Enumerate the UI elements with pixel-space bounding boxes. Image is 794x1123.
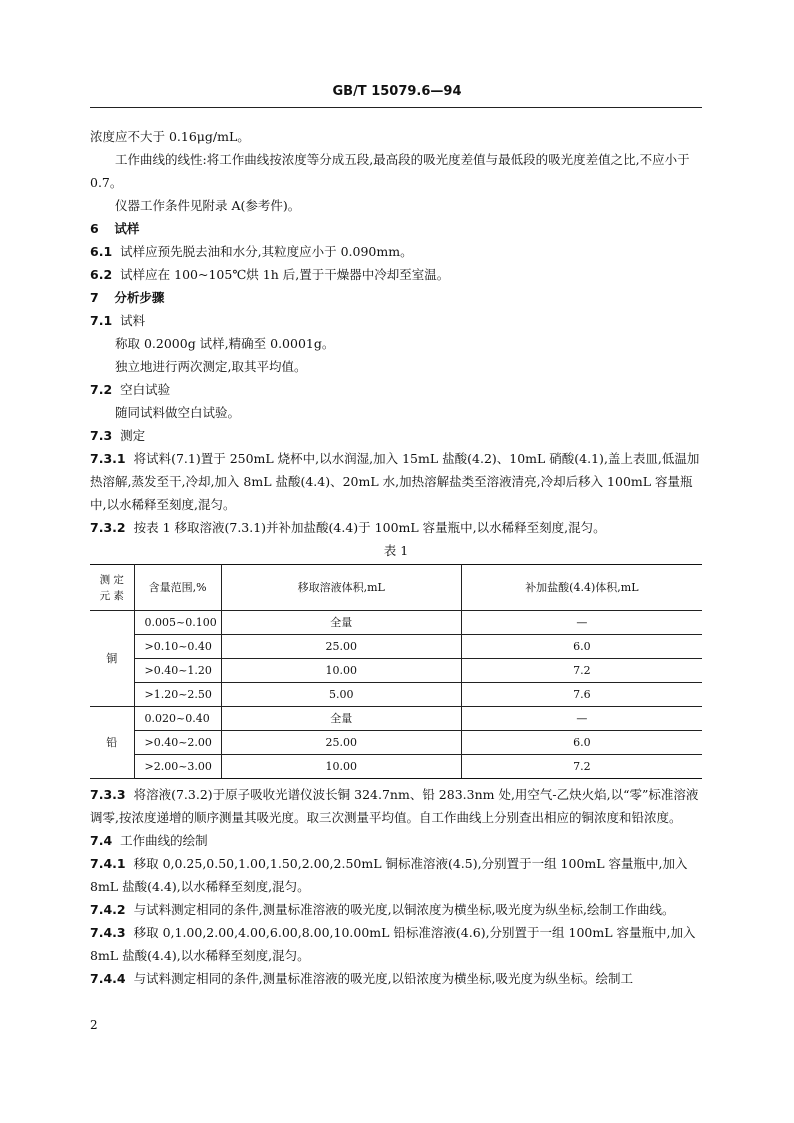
cell-volume: 25.00 (221, 635, 461, 659)
section-6-heading: 6 试样 (90, 221, 140, 236)
cell-range: 0.005~0.100 (134, 611, 221, 635)
table-row (90, 635, 702, 659)
table-row (90, 755, 702, 779)
cell-acid: 6.0 (461, 731, 702, 755)
cell-range: >2.00~3.00 (134, 755, 221, 779)
clause-7-3-3: 7.3.3 将溶液(7.3.2)于原子吸收光谱仪波长铜 324.7nm、铅 283.3nm 处,用空气-乙炔火焰,以“零”标准溶液调零,按浓度递增的顺序测量其吸光度。取三次测量平均值。自工作曲线上分别查出相应的铜浓度和铅浓度。 (90, 787, 699, 825)
cell-acid: 6.0 (461, 635, 702, 659)
cell-acid: — (461, 611, 702, 635)
paragraph-linearity: 工作曲线的线性:将工作曲线按浓度等分成五段,最高段的吸光度差值与最低段的吸光度差值之比,不应小于 0.7。 (90, 152, 690, 190)
cell-acid: 7.6 (461, 683, 702, 707)
dilution-table (90, 564, 702, 779)
clause-7-3: 7.3 测定 (90, 428, 146, 443)
cell-volume: 10.00 (221, 659, 461, 683)
clause-7-4-4: 7.4.4 与试料测定相同的条件,测量标准溶液的吸光度,以铅浓度为横坐标,吸光度为纵坐标。绘制工 (90, 971, 634, 986)
cell-acid: 7.2 (461, 755, 702, 779)
header-element: 测 定 元 素 (90, 565, 134, 611)
clause-7-4-2: 7.4.2 与试料测定相同的条件,测量标准溶液的吸光度,以铜浓度为横坐标,吸光度为纵坐标,绘制工作曲线。 (90, 902, 675, 917)
standard-number-header: GB/T 15079.6—94 (332, 84, 462, 99)
header-rule (90, 107, 702, 108)
page-number: 2 (90, 1018, 98, 1032)
cell-acid: 7.2 (461, 659, 702, 683)
header-volume: 移取溶液体积,mL (221, 565, 461, 611)
cell-range: >1.20~2.50 (134, 683, 221, 707)
header-acid: 补加盐酸(4.4)体积,mL (461, 565, 702, 611)
clause-7-2-line-1: 随同试料做空白试验。 (115, 405, 241, 420)
cell-volume: 10.00 (221, 755, 461, 779)
cell-volume: 5.00 (221, 683, 461, 707)
clause-6-2: 6.2 试样应在 100~105℃烘 1h 后,置于干燥器中冷却至室温。 (90, 267, 450, 282)
clause-7-1-line-1: 称取 0.2000g 试样,精确至 0.0001g。 (115, 336, 335, 351)
clause-7-1-line-2: 独立地进行两次测定,取其平均值。 (115, 359, 307, 374)
table-row (90, 659, 702, 683)
section-7-heading: 7 分析步骤 (90, 290, 165, 305)
table-caption: 表 1 (383, 543, 409, 558)
paragraph-concentration: 浓度应不大于 0.16μg/mL。 (90, 129, 250, 144)
clause-7-4-1: 7.4.1 移取 0,0.25,0.50,1.00,1.50,2.00,2.50mL 铜标准溶液(4.5),分别置于一组 100mL 容量瓶中,加入 8mL 盐酸(4.4),以水稀释至刻度,混匀。 (90, 856, 688, 894)
clause-7-4-3: 7.4.3 移取 0,1.00,2.00,4.00,6.00,8.00,10.00mL 铅标准溶液(4.6),分别置于一组 100mL 容量瓶中,加入 8mL 盐酸(4.4),以水稀释至刻度,混匀。 (90, 925, 696, 963)
cell-volume: 全量 (221, 707, 461, 731)
cell-range: >0.40~2.00 (134, 731, 221, 755)
clause-7-1: 7.1 试料 (90, 313, 146, 328)
cell-range: >0.10~0.40 (134, 635, 221, 659)
cell-volume: 25.00 (221, 731, 461, 755)
table-row (90, 731, 702, 755)
clause-7-3-1: 7.3.1 将试料(7.1)置于 250mL 烧杯中,以水润湿,加入 15mL 盐酸(4.2)、10mL 硝酸(4.1),盖上表皿,低温加热溶解,蒸发至干,冷却,加入 8mL 盐酸(4.4)、20mL 水,加热溶解盐类至溶液清亮,冷却后移入 100mL 容量瓶中,以水稀释至刻度,混匀。 (90, 451, 700, 512)
cell-volume: 全量 (221, 611, 461, 635)
element-copper: 铜 (90, 611, 134, 707)
clause-7-3-2: 7.3.2 按表 1 移取溶液(7.3.1)并补加盐酸(4.4)于 100mL 容量瓶中,以水稀释至刻度,混匀。 (90, 520, 606, 535)
document-body (90, 125, 702, 990)
clause-7-4: 7.4 工作曲线的绘制 (90, 833, 208, 848)
cell-range: >0.40~1.20 (134, 659, 221, 683)
header-range: 含量范围,% (134, 565, 221, 611)
cell-range: 0.020~0.40 (134, 707, 221, 731)
clause-6-1: 6.1 试样应预先脱去油和水分,其粒度应小于 0.090mm。 (90, 244, 413, 259)
clause-7-2: 7.2 空白试验 (90, 382, 171, 397)
table-row (90, 683, 702, 707)
cell-acid: — (461, 707, 702, 731)
table-row (90, 611, 702, 635)
element-lead: 铅 (90, 707, 134, 779)
paragraph-instrument: 仪器工作条件见附录 A(参考件)。 (115, 198, 301, 213)
table-header-row (90, 565, 702, 611)
table-row (90, 707, 702, 731)
